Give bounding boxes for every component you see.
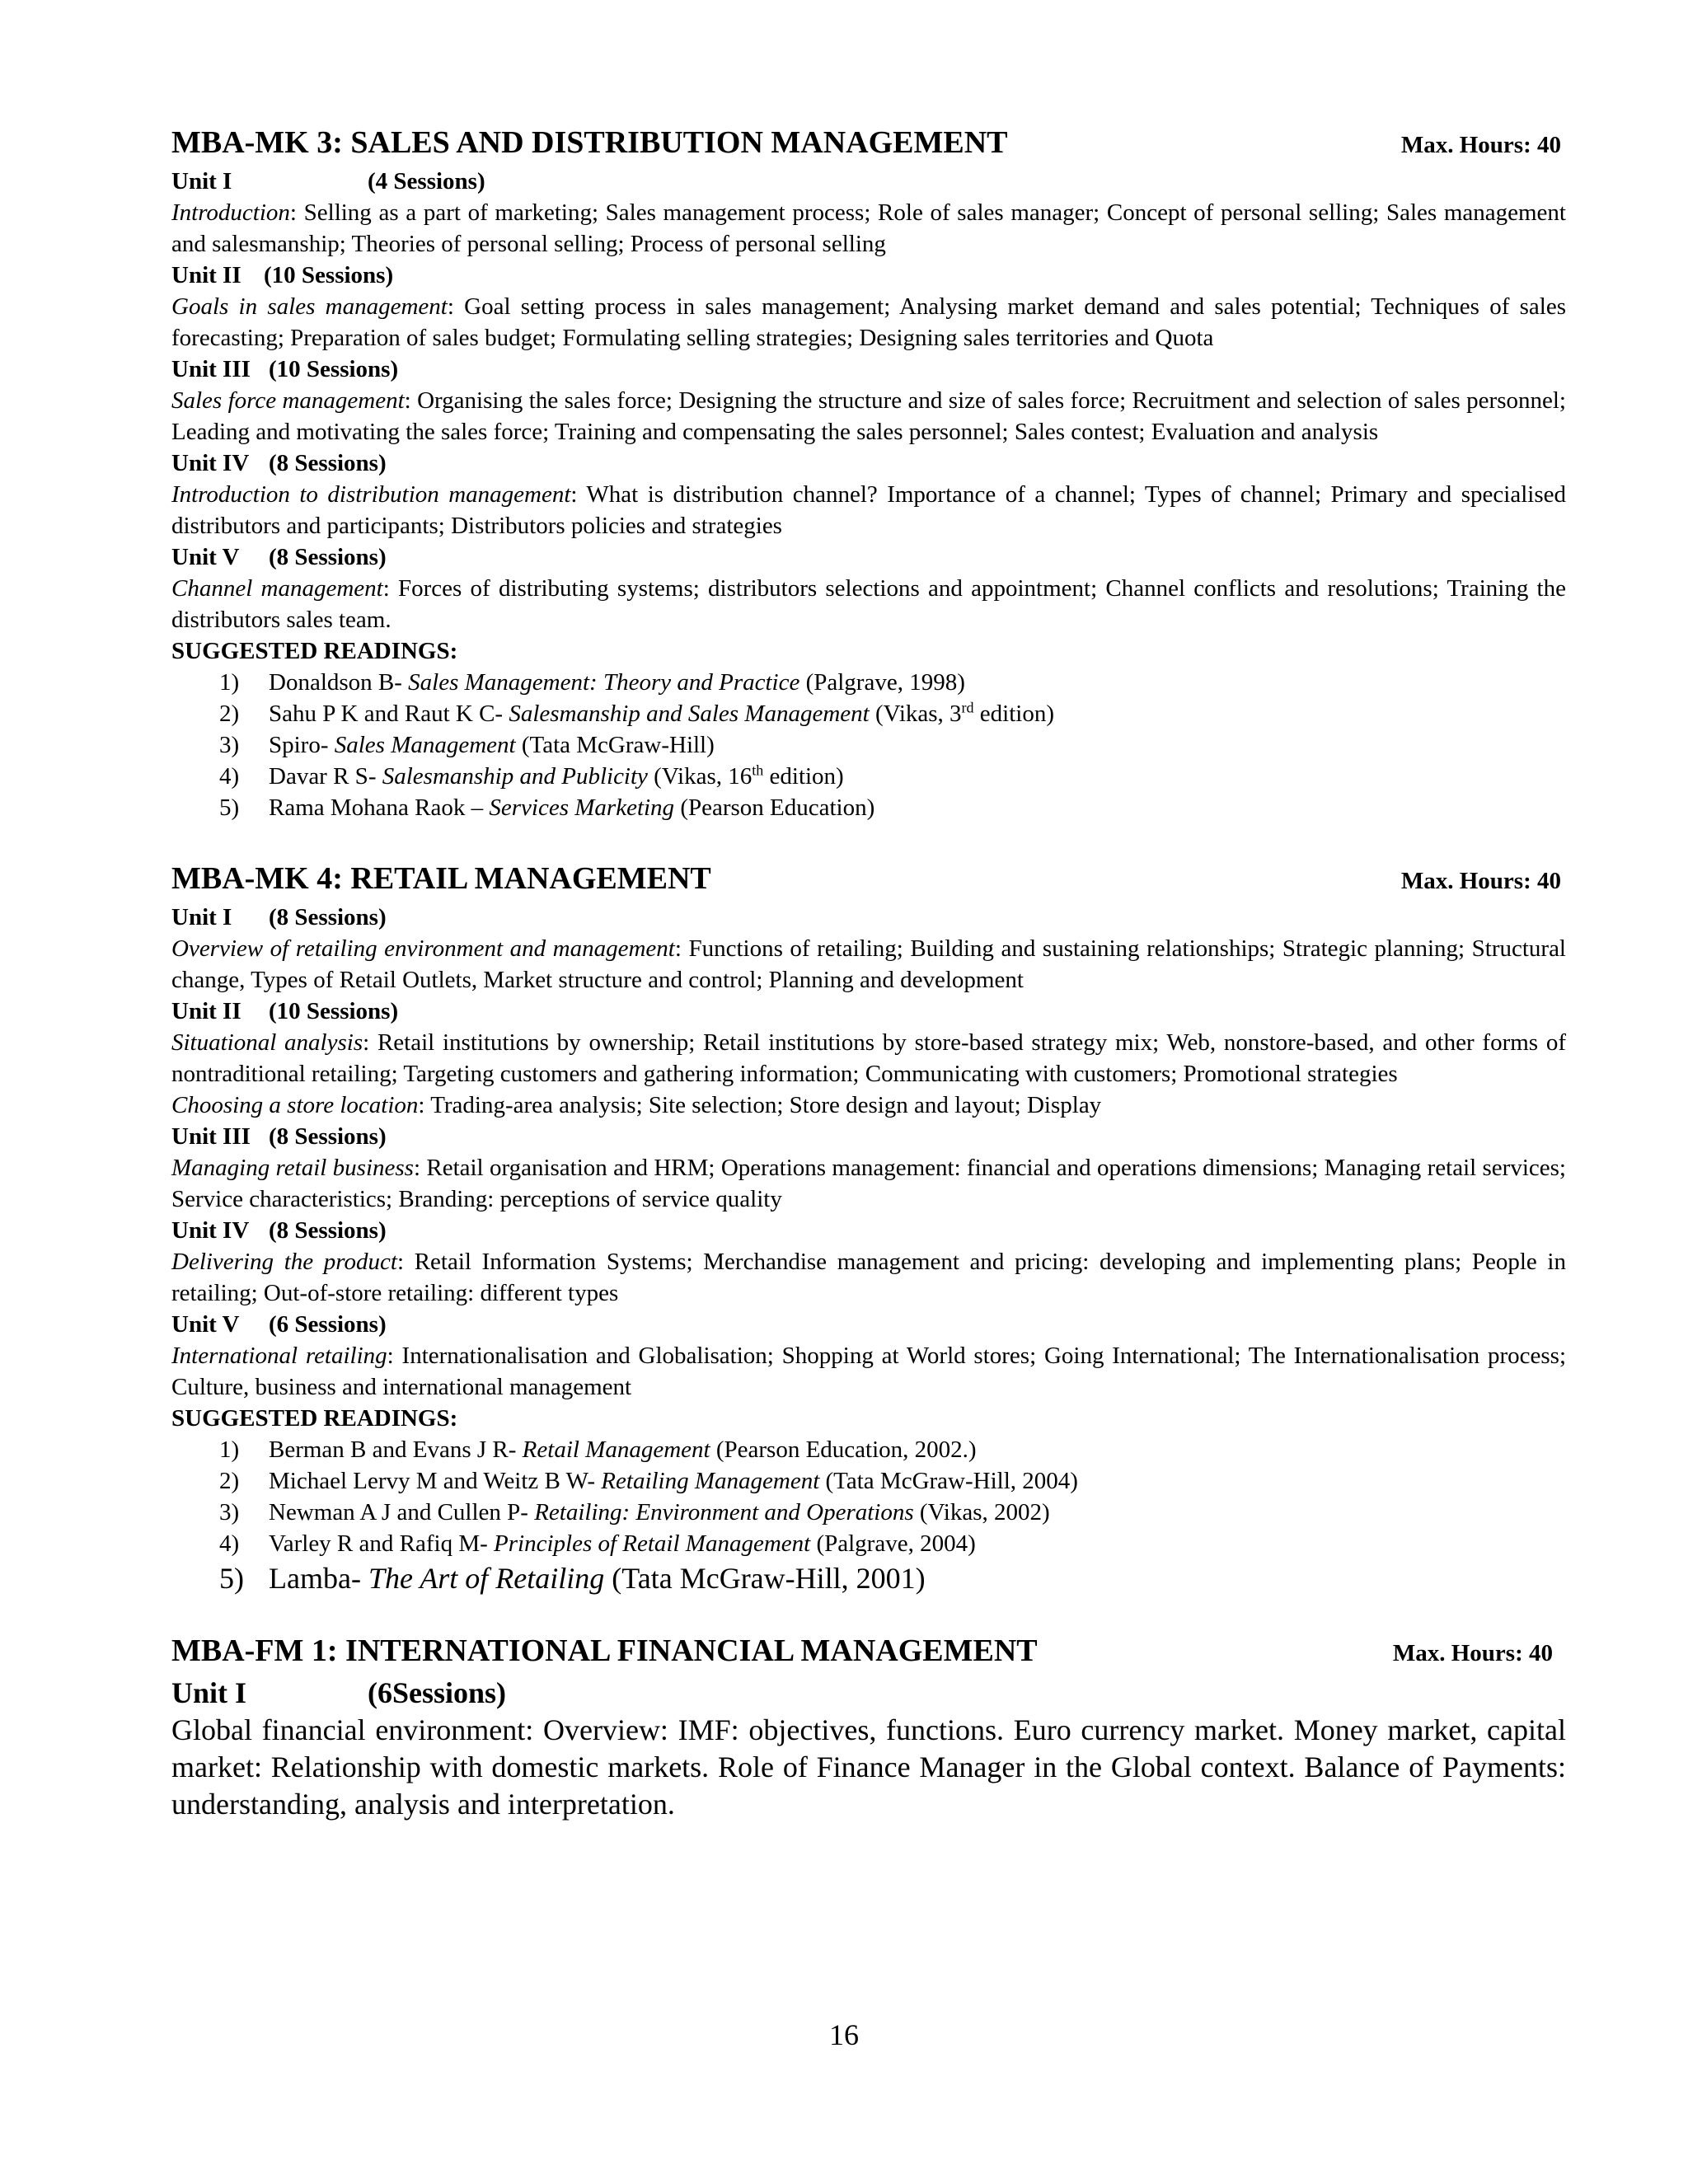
readings-heading: SUGGESTED READINGS:: [171, 1405, 458, 1432]
max-hours: Max. Hours: 40: [1400, 868, 1561, 894]
document-page: [171, 122, 1566, 1823]
unit-heading: Unit II (10 Sessions): [171, 998, 399, 1024]
course-section-finance: [171, 1630, 1566, 1823]
unit-heading: Unit V (6 Sessions): [171, 1311, 387, 1338]
unit-description: Situational analysis: Retail institutions by ownership; Retail institutions by store-based strategy mix; Web, nonstore-based, and other forms of nontraditional retailing; Targeting customers and gathering information; Communicating with customers; Promotional strategies: [171, 1029, 1567, 1087]
reading-item: 4) Davar R S- Salesmanship and Publicity (Vikas, 16th edition): [219, 762, 844, 790]
unit-description: Introduction to distribution management: What is distribution channel? Importance of a channel; Types of channel; Primary and specialised distributors and participants; Distributors policies and strategies: [171, 481, 1566, 539]
unit-description: Global financial environment: Overview: IMF: objectives, functions. Euro currency market. Money market, capital market: Relationship with domestic markets. Role of Finance Manager in the Global context. Balance of Payments: understanding, analysis and interpretation.: [171, 1713, 1566, 1821]
reading-item: 1) Donaldson B- Sales Management: Theory and Practice (Palgrave, 1998): [219, 669, 965, 696]
unit-heading: Unit I (8 Sessions): [171, 904, 387, 930]
reading-item: 1) Berman B and Evans J R- Retail Management (Pearson Education, 2002.): [219, 1436, 977, 1463]
course-title: MBA-MK 4: RETAIL MANAGEMENT: [171, 861, 711, 896]
unit-description: Channel management: Forces of distributing systems; distributors selections and appointment; Channel conflicts and resolutions; Training the distributors sales team.: [171, 575, 1566, 633]
reading-item: 5) Lamba- The Art of Retailing (Tata McGraw-Hill, 2001): [219, 1562, 926, 1595]
max-hours: Max. Hours: 40: [1392, 1640, 1553, 1666]
reading-item: 2) Sahu P K and Raut K C- Salesmanship and Sales Management (Vikas, 3rd edition): [219, 699, 1054, 727]
unit-description: Sales force management: Organising the sales force; Designing the structure and size of sales force; Recruitment and selection of sales personnel; Leading and motivating the sales force; Training and compensating the sales personnel; Sales contest; Evaluation and analysis: [171, 387, 1566, 445]
unit-heading: Unit I (6Sessions): [171, 1676, 507, 1709]
unit-heading: Unit I (4 Sessions): [171, 168, 485, 194]
unit-heading: Unit IV (8 Sessions): [171, 450, 387, 476]
course-header: [171, 122, 1566, 166]
readings-list: [171, 667, 1566, 823]
unit-heading: Unit IV (8 Sessions): [171, 1217, 387, 1244]
course-header: [171, 858, 1566, 902]
unit-heading: Unit III (10 Sessions): [171, 356, 399, 382]
unit-heading: Unit V (8 Sessions): [171, 544, 387, 570]
unit-heading: Unit III (8 Sessions): [171, 1123, 387, 1150]
reading-item: 3) Newman A J and Cullen P- Retailing: Environment and Operations (Vikas, 2002): [219, 1499, 1050, 1526]
reading-item: 5) Rama Mohana Raok – Services Marketing (Pearson Education): [219, 794, 875, 821]
course-title: MBA-FM 1: INTERNATIONAL FINANCIAL MANAGEMENT: [171, 1633, 1038, 1668]
unit-description: Goals in sales management: Goal setting process in sales management; Analysing market demand and sales potential; Techniques of sales forecasting; Preparation of sales budget; Formulating selling strategies; Designing sales territories and Quota: [171, 293, 1566, 351]
reading-item: 3) Spiro- Sales Management (Tata McGraw-Hill): [219, 732, 715, 758]
unit-description: Delivering the product: Retail Information Systems; Merchandise management and pricing: developing and implementing plans; People in retailing; Out-of-store retailing: different types: [171, 1249, 1566, 1306]
page-number: 16: [829, 2018, 859, 2051]
course-header: [171, 1630, 1566, 1674]
unit-description: Introduction: Selling as a part of marketing; Sales management process; Role of sales manager; Concept of personal selling; Sales management and salesmanship; Theories of personal selling; Process of personal selling: [171, 199, 1566, 257]
unit-description: Overview of retailing environment and management: Functions of retailing; Building and sustaining relationships; Strategic planning; Structural change, Types of Retail Outlets, Market structure and control; Planning and development: [171, 935, 1566, 993]
reading-item: 4) Varley R and Rafiq M- Principles of Retail Management (Palgrave, 2004): [219, 1530, 976, 1557]
course-section-retail: [171, 858, 1566, 1597]
reading-item: 2) Michael Lervy M and Weitz B W- Retailing Management (Tata McGraw-Hill, 2004): [219, 1468, 1078, 1494]
course-section-sales: [171, 122, 1566, 823]
unit-description: Managing retail business: Retail organisation and HRM; Operations management: financial and operations dimensions; Managing retail services; Service characteristics; Branding: perceptions of service quality: [171, 1155, 1566, 1212]
readings-list: [171, 1434, 1566, 1597]
max-hours: Max. Hours: 40: [1400, 132, 1561, 158]
unit-heading: Unit II (10 Sessions): [171, 262, 394, 288]
unit-description: International retailing: Internationalisation and Globalisation; Shopping at World stores; Going International; The Internationalisation process; Culture, business and international management: [171, 1343, 1566, 1400]
readings-heading: SUGGESTED READINGS:: [171, 638, 458, 664]
course-title: MBA-MK 3: SALES AND DISTRIBUTION MANAGEMENT: [171, 125, 1008, 160]
unit-description: Choosing a store location: Trading-area analysis; Site selection; Store design and layout; Display: [171, 1092, 1102, 1118]
